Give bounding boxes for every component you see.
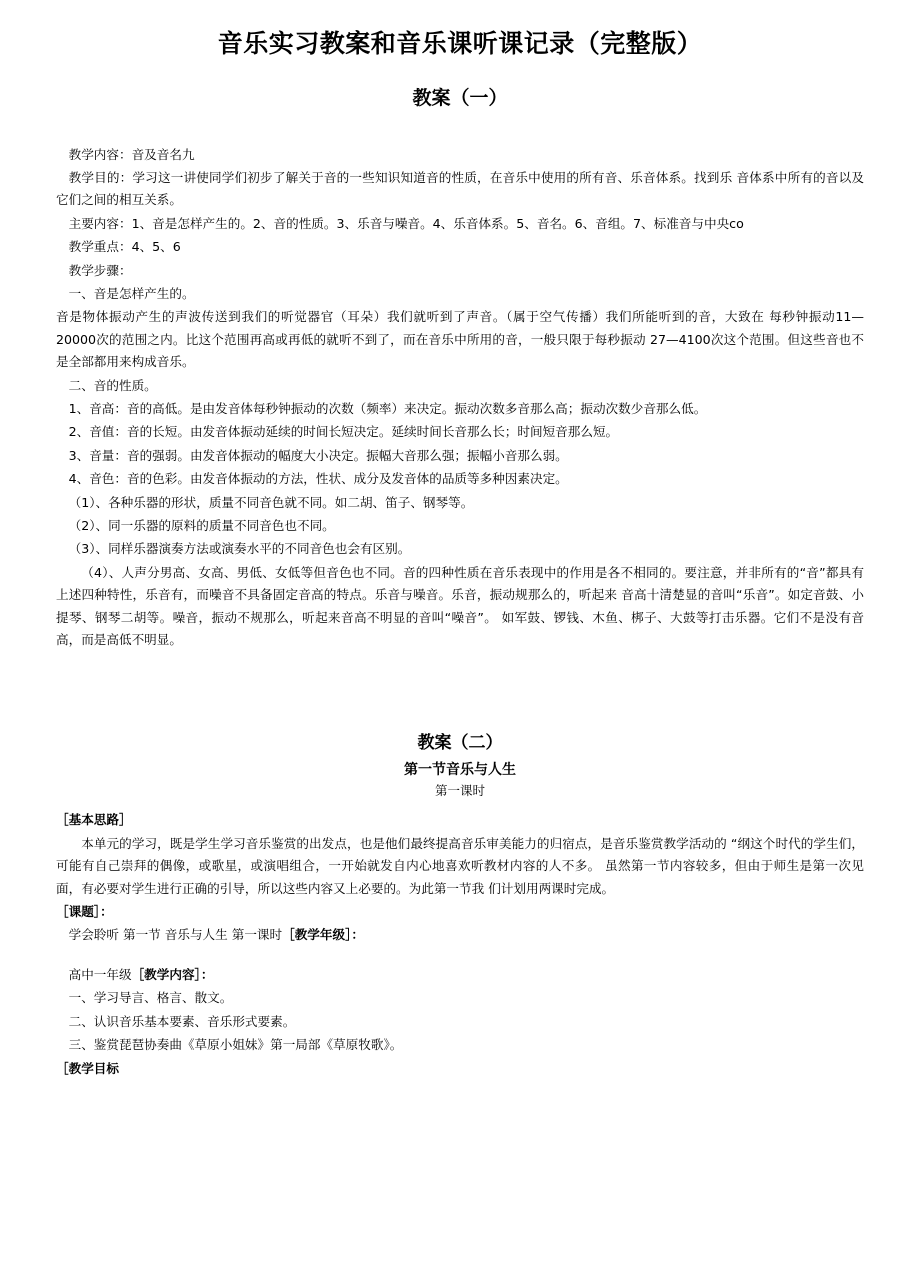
topic-line (56, 924, 864, 946)
lesson-one-para-sound: 音是物体振动产生的声波传送到我们的听觉器官（耳朵）我们就听到了声音。（属于空气传播）我们所能听到的音，大致在 每秒钟振动11—20000次的范围之内。比这个范围再高或再低的就听不到了，而在音乐中所用的音，一般只限于每秒振动 27—4100次这个范围。但这些音也不是全部都用来构成音乐。 (56, 309, 864, 370)
lesson-two-body (56, 809, 864, 1079)
lesson-one-line-content: 教学内容：音及音名九 (68, 146, 195, 162)
lesson-one-line-timbre: 4、音色：音的色彩。由发音体振动的方法，性状、成分及发音体的品质等多种因素决定。 (68, 471, 568, 487)
lesson-two-subheading: 第一节音乐与人生 (404, 762, 516, 779)
lesson-one-line-timbre-2: （2）、同一乐器的原料的质量不同音色也不同。 (68, 518, 335, 533)
lesson-one-line-volume: 3、音量：音的强弱。由发音体振动的幅度大小决定。振幅大音那么强；振幅小音那么弱。 (68, 447, 568, 463)
topic-label: ［课题］： (56, 904, 113, 920)
lesson-one-line-key-points: 教学重点：4、5、6 (68, 239, 181, 255)
lesson-one-line-step-two: 二、音的性质。 (68, 377, 157, 393)
lesson-one-line-duration: 2、音值：音的长短。由发音体振动延续的时间长短决定。延续时间长音那么长；时间短音那么短。 (68, 424, 619, 440)
content-item-2: 二、认识音乐基本要素、音乐形式要素。 (68, 1013, 296, 1029)
lesson-one-line-pitch: 1、音高：音的高低。是由发音体每秒钟振动的次数（频率）来决定。振动次数多音那么高；振动次数少音那么低。 (68, 400, 707, 416)
page-title: 音乐实习教案和音乐课听课记录（完整版） (217, 29, 703, 58)
lesson-one-line-timbre-1: （1）、各种乐器的形状，质量不同音色就不同。如二胡、笛子、钢琴等。 (68, 494, 474, 510)
content-item-3: 三、鉴赏琵琶协奏曲《草原小姐妹》第一局部《草原牧歌》。 (68, 1037, 403, 1053)
lesson-one-line-timbre-3: （3）、同样乐器演奏方法或演奏水平的不同音色也会有区别。 (68, 541, 411, 557)
basic-idea-label: ［基本思路］ (56, 812, 132, 828)
lesson-one-body (56, 144, 864, 652)
lesson-two-heading: 教案（二） (417, 733, 503, 754)
goal-label: ［教学目标 (56, 1060, 119, 1076)
topic-line-text: 学会聆听 第一节 音乐与人生 第一课时 (68, 927, 283, 943)
lesson-one-heading: 教案（一） (412, 86, 508, 109)
section-divider-space (56, 652, 864, 698)
spacer-after-topic (56, 948, 864, 964)
lesson-one-line-timbre-4: （4）、人声分男高、女高、男低、女低等但音色也不同。音的四种性质在音乐表现中的作用是各不相同的。要注意，并非所有的“音”都具有上述四种特性，乐音有，而噪音不具备固定音高的特点。乐音与噪音。乐音，振动规那么的，听起来 音高十清楚显的音叫“乐音”。如定音鼓、小提琴、钢琴二胡等。噪音，振动不规那么，听起来音高不明显的音叫“噪音”。 如军鼓、锣钱、木鱼、梆子、大鼓等打击乐器。它们不是没有音高，而是高低不明显。 (56, 564, 864, 648)
grade-line-text: 高中一年级 (68, 966, 132, 982)
basic-idea-text: 本单元的学习，既是学生学习音乐鉴赏的出发点，也是他们最终提高音乐审美能力的归宿点，是音乐鉴赏教学活动的 “纲这个时代的学生们，可能有自己崇拜的偶像，或歌星，或演唱组合，一开始就发自内心地喜欢听教材内容的人不多。 虽然第一节内容较多，但由于师生是第一次见面，有必要对学生进行正确的引导，所以这些内容又上必要的。为此第一节我 们计划用两课时完成。 (56, 835, 864, 896)
content-item-1: 一、学习导言、格言、散文。 (68, 990, 233, 1006)
lesson-one-line-main-content: 主要内容：1、音是怎样产生的。2、音的性质。3、乐音与噪音。4、乐音体系。5、音名。6、音组。7、标准音与中央co (68, 215, 744, 231)
grade-label: ［教学年级］： (282, 927, 364, 943)
grade-line (56, 964, 864, 986)
lesson-one-line-steps: 教学步骤： (68, 262, 132, 278)
lesson-one-line-step-one: 一、音是怎样产生的。 (68, 285, 195, 301)
lesson-two-period: 第一课时 (434, 783, 485, 799)
lesson-one-line-objective: 教学目的：学习这一讲使同学们初步了解关于音的一些知识知道音的性质，在音乐中使用的所有音、乐音体系。找到乐 音体系中所有的音以及它们之间的相互关系。 (56, 169, 864, 208)
teaching-content-label: ［教学内容］： (131, 966, 214, 982)
